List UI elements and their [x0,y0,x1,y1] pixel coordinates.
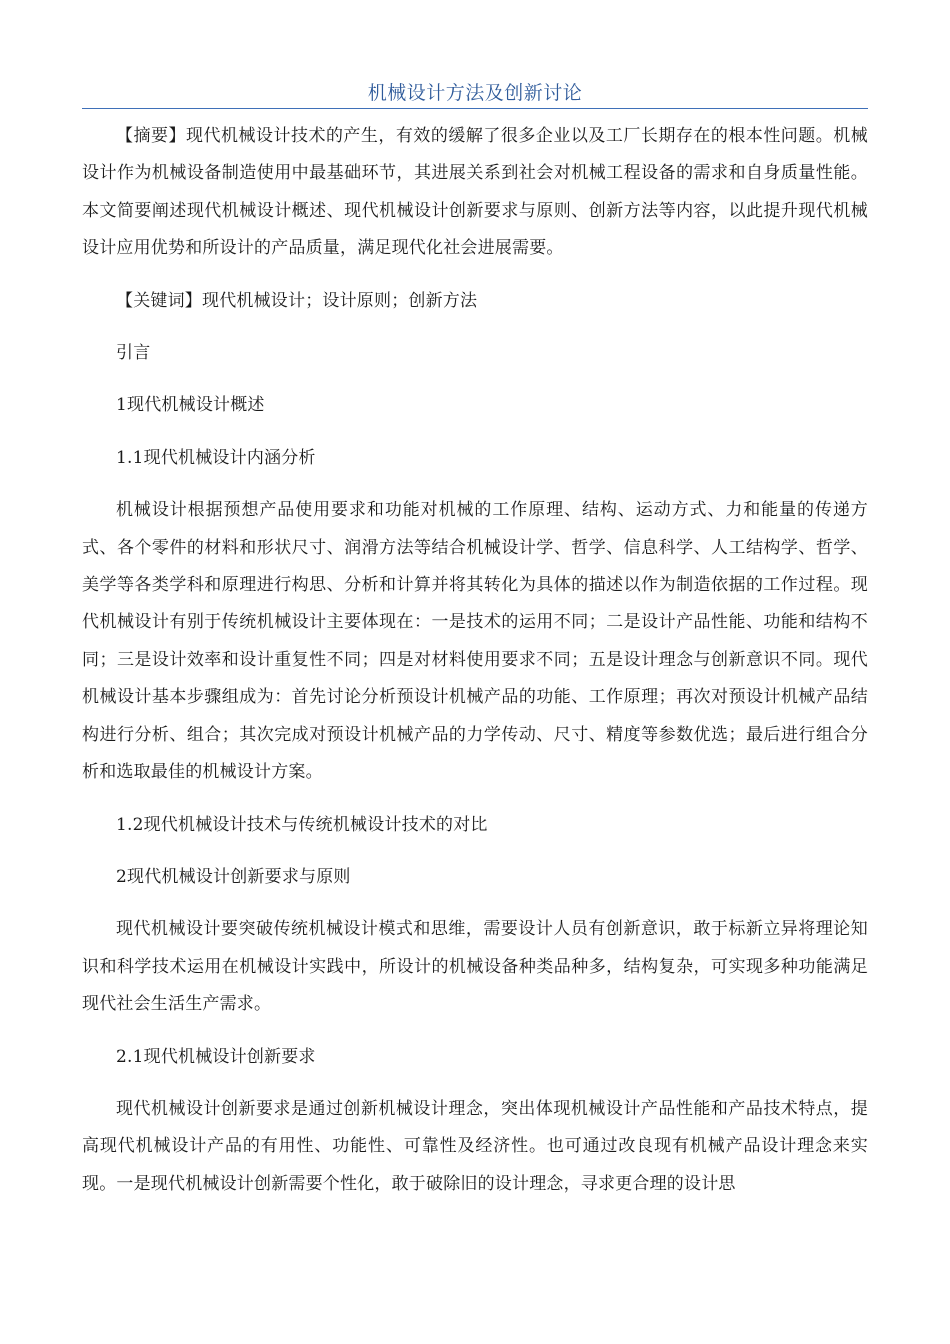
keywords-line: 【关键词】现代机械设计；设计原则；创新方法 [116,290,478,311]
section-2-1-heading: 2.1现代机械设计创新要求 [116,1046,316,1067]
section-2-heading: 2现代机械设计创新要求与原则 [116,866,351,887]
document-body [82,118,868,1203]
body-paragraph-1: 机械设计根据预想产品使用要求和功能对机械的工作原理、结构、运动方式、力和能量的传递方式、各个零件的材料和形状尺寸、润滑方法等结合机械设计学、哲学、信息科学、人工结构学、哲学、美学等各类学科和原理进行构思、分析和计算并将其转化为具体的描述以作为制造依据的工作过程。现代机械设计有别于传统机械设计主要体现在：一是技术的运用不同；二是设计产品性能、功能和结构不同；三是设计效率和设计重复性不同；四是对材料使用要求不同；五是设计理念与创新意识不同。现代机械设计基本步骤组成为：首先讨论分析预设计机械产品的功能、工作原理；再次对预设计机械产品结构进行分析、组合；其次完成对预设计机械产品的力学传动、尺寸、精度等参数优选；最后进行组合分析和选取最佳的机械设计方案。 [82,500,868,783]
document-title: 机械设计方法及创新讨论 [367,82,583,104]
title-underline [82,108,868,109]
section-1-heading: 1现代机械设计概述 [116,395,265,416]
abstract-paragraph: 【摘要】现代机械设计技术的产生，有效的缓解了很多企业以及工厂长期存在的根本性问题。机械设计作为机械设备制造使用中最基础环节，其进展关系到社会对机械工程设备的需求和自身质量性能。本文简要阐述现代机械设计概述、现代机械设计创新要求与原则、创新方法等内容，以此提升现代机械设计应用优势和所设计的产品质量，满足现代化社会进展需要。 [82,126,868,259]
section-1-1-heading: 1.1现代机械设计内涵分析 [116,447,316,468]
body-paragraph-3: 现代机械设计创新要求是通过创新机械设计理念，突出体现机械设计产品性能和产品技术特点，提高现代机械设计产品的有用性、功能性、可靠性及经济性。也可通过改良现有机械产品设计理念来实现。一是现代机械设计创新需要个性化，敢于破除旧的设计理念，寻求更合理的设计思 [82,1098,868,1194]
body-paragraph-2: 现代机械设计要突破传统机械设计模式和思维，需要设计人员有创新意识，敢于标新立异将理论知识和科学技术运用在机械设计实践中，所设计的机械设备种类品种多，结构复杂，可实现多种功能满足现代社会生活生产需求。 [82,919,868,1015]
intro-heading: 引言 [116,343,151,364]
section-1-2-heading: 1.2现代机械设计技术与传统机械设计技术的对比 [116,814,488,835]
